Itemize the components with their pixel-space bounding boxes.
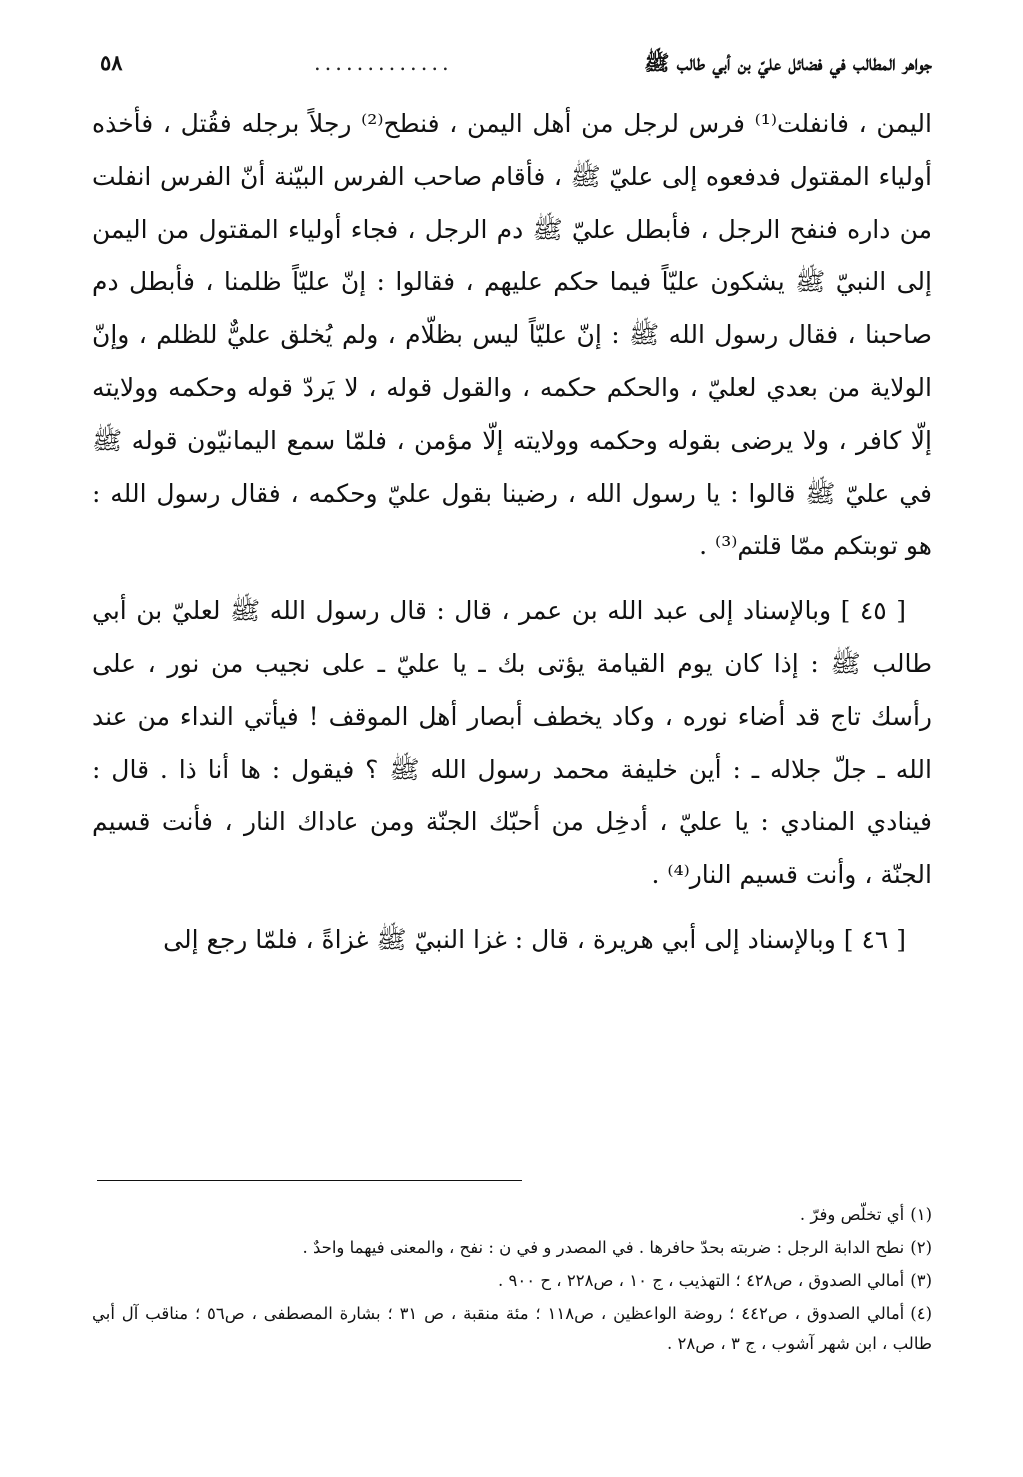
footnote-text: أمالي الصدوق ، ص٤٢٨ ؛ التهذيب ، ج ١٠ ، ص٢٢٨ ، ح ٩٠٠ . xyxy=(498,1271,905,1290)
page-number: ٥٨ xyxy=(100,50,123,75)
dot-leader: ............. xyxy=(313,51,453,75)
footnote-item xyxy=(92,1233,932,1263)
paragraph-continuation: اليمن ، فانفلت⁽¹⁾ فرس لرجل من أهل اليمن ، فنطح⁽²⁾ رجلاً برجله فقُتل ، فأخذه أولياء المقتول فدفعوه إلى عليّ ﷺ ، فأقام صاحب الفرس البيّنة أنّ الفرس انفلت من داره فنفح الرجل ، فأبطل عليّ ﷺ دم الرجل ، فجاء أولياء المقتول من اليمن إلى النبيّ ﷺ يشكون عليّاً فيما حكم عليهم ، فقالوا : إنّ عليّاً ظلمنا ، فأبطل دم صاحبنا ، فقال رسول الله ﷺ : إنّ عليّاً ليس بظلّام ، ولم يُخلق عليٌّ للظلم ، وإنّ الولاية من بعدي لعليّ ، والحكم حكمه ، والقول قوله ، لا يَردّ قوله وحكمه وولايته إلّا كافر ، ولا يرضى بقوله وحكمه وولايته إلّا مؤمن ، فلمّا سمع اليمانيّون قوله ﷺ في عليّ ﷺ قالوا : يا رسول الله ، رضينا بقول عليّ وحكمه ، فقال رسول الله : هو توبتكم ممّا قلتم⁽³⁾ . xyxy=(92,109,932,561)
footnote-item xyxy=(92,1200,932,1230)
footnotes xyxy=(92,1200,932,1362)
running-title: جواهر المطالب في فضائل عليّ بن أبي طالب ﷺ xyxy=(644,50,932,75)
footnote-item xyxy=(92,1266,932,1296)
book-page xyxy=(92,50,932,1430)
footnote-item xyxy=(92,1299,932,1359)
footnote-text: أي تخلّص وفرّ . xyxy=(799,1205,905,1224)
footnote-text: نطح الدابة الرجل : ضربته بحدّ حافرها . في المصدر و في ن : نفح ، والمعنى فيهما واحدٌ . xyxy=(302,1238,905,1257)
footnote-text: أمالي الصدوق ، ص٤٤٢ ؛ روضة الواعظين ، ص١١٨ ؛ مئة منقبة ، ص ٣١ ؛ بشارة المصطفى ، ص٥٦ ؛ مناقب آل أبي طالب ، ابن شهر آشوب ، ج ٣ ، ص٢٨ . xyxy=(92,1304,932,1353)
footnote-number: (٣) xyxy=(910,1271,932,1290)
paragraph-hadith-46: [ ٤٦ ] وبالإسناد إلى أبي هريرة ، قال : غزا النبيّ ﷺ غزاةً ، فلمّا رجع إلى xyxy=(163,924,906,954)
main-text xyxy=(92,98,932,967)
footnote-number: (١) xyxy=(910,1205,932,1224)
footnote-divider xyxy=(97,1180,522,1181)
paragraph-hadith-45: [ ٤٥ ] وبالإسناد إلى عبد الله بن عمر ، قال : قال رسول الله ﷺ لعليّ بن أبي طالب ﷺ : إذا كان يوم القيامة يؤتى بك ـ يا عليّ ـ على نجيب من نور ، على رأسك تاج قد أضاء نوره ، وكاد يخطف أبصار أهل الموقف ! فيأتي النداء من عند الله ـ جلّ جلاله ـ : أين خليفة محمد رسول الله ﷺ ؟ فيقول : ها أنا ذا . قال : فينادي المنادي : يا عليّ ، أدخِل من أحبّك الجنّة ومن عاداك النار ، فأنت قسيم الجنّة ، وأنت قسيم النار⁽⁴⁾ . xyxy=(92,596,932,890)
running-header xyxy=(92,50,932,92)
footnote-number: (٢) xyxy=(910,1238,932,1257)
footnote-number: (٤) xyxy=(910,1304,932,1323)
